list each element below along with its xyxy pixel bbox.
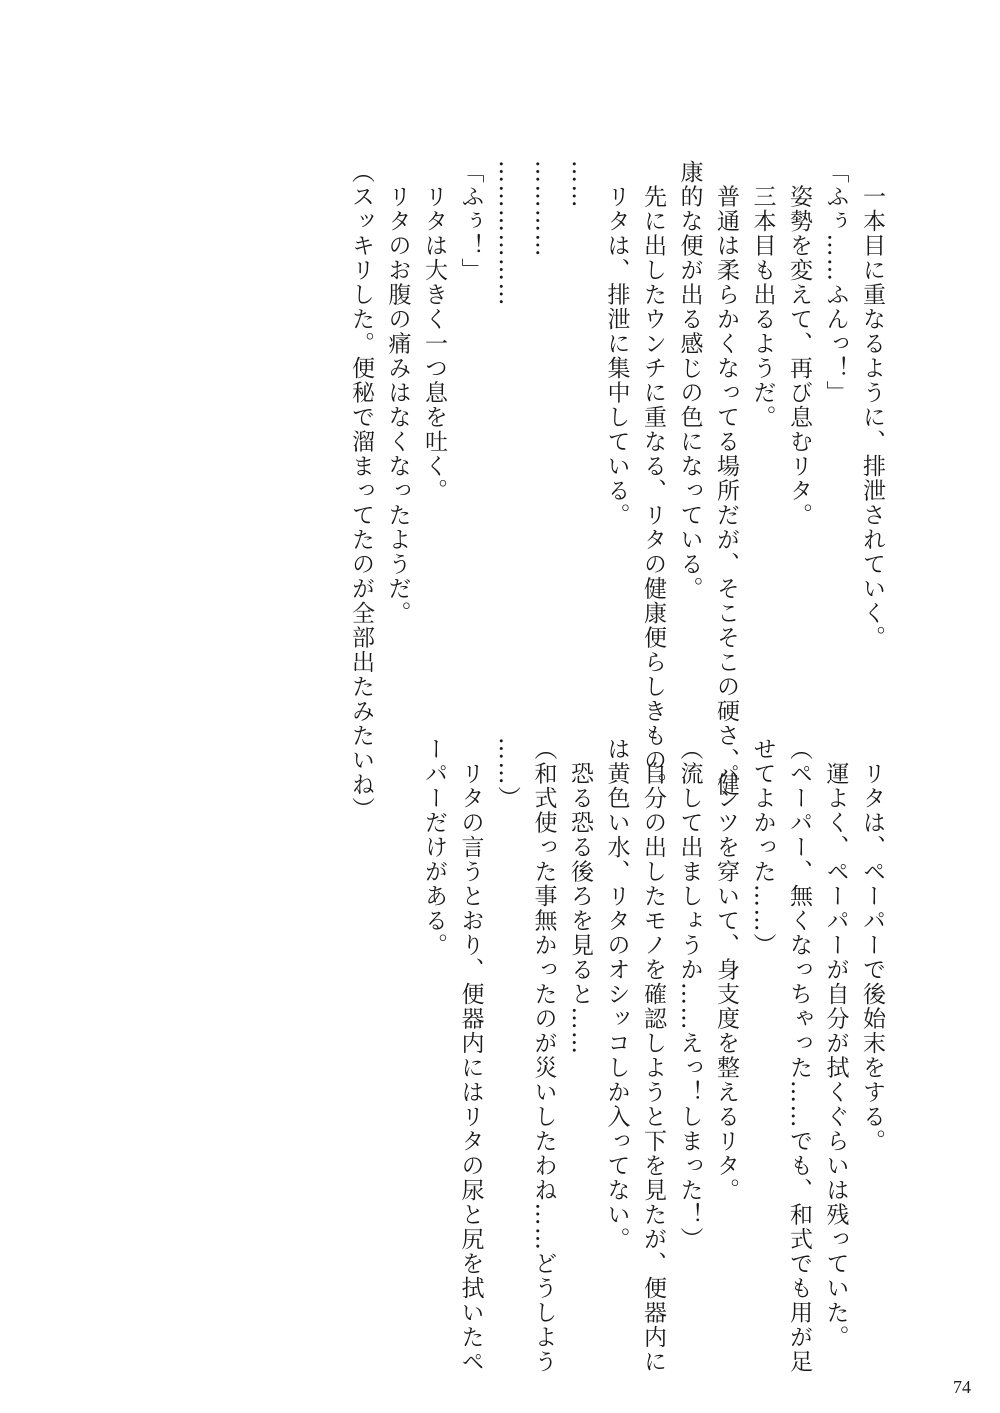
text-line: 普通は柔らかくなってる場所だが、そこそこの硬さ、健 <box>713 160 739 797</box>
text-line: ……………… <box>494 160 520 307</box>
page-number: 74 <box>953 1377 971 1397</box>
text-line: リタの言うとおり、便器内にはリタの尿と尻を拭いたペ <box>457 737 484 1374</box>
text-line: パンツを穿いて、身支度を整えるリタ。 <box>713 737 739 1203</box>
text-line: 恐る恐る後ろを見ると…… <box>567 737 593 1056</box>
text-line: は黄色い水、リタのオシッコしか入ってない。 <box>603 737 630 1252</box>
text-line: ーパーだけがある。 <box>421 737 447 958</box>
text-line: せてよかった……） <box>749 737 776 958</box>
text-line: ……） <box>494 737 520 811</box>
text-line: 「ふぅ……ふんっ！」 <box>822 160 849 405</box>
text-line: （スッキリした。便秘で溜まってたのが全部出たみたいね） <box>348 160 374 822</box>
text-line: 姿勢を変えて、再び息むリタ。 <box>786 160 812 528</box>
text-line: …… <box>567 160 593 209</box>
text-line: （流して出ましょうか……えっ！しまった！） <box>676 737 703 1252</box>
text-line: 自分の出したモノを確認しようと下を見たが、便器内に <box>640 737 666 1374</box>
text-line: リタは、ペーパーで後始末をする。 <box>859 737 885 1154</box>
text-line: （和式使った事無かったのが災いしたわね……どうしよう <box>530 737 557 1374</box>
text-column-bottom <box>120 737 890 1374</box>
text-line: 康的な便が出る感じの色になっている。 <box>676 160 703 601</box>
text-column-top <box>120 160 890 822</box>
text-line: 一本目に重なるように、排泄されていく。 <box>859 160 885 650</box>
text-line: ………… <box>530 160 557 258</box>
text-line: リタは大きく一つ息を吐く。 <box>421 160 447 503</box>
text-line: リタのお腹の痛みはなくなったようだ。 <box>384 160 411 626</box>
text-line: 先に出したウンチに重なる、リタの健康便らしきもの。 <box>640 160 666 797</box>
text-line: リタは、排泄に集中している。 <box>603 160 630 528</box>
text-line: 運よく、ペーパーが自分が拭くぐらいは残っていた。 <box>822 737 849 1350</box>
text-line: 三本目も出るようだ。 <box>749 160 776 430</box>
text-line: （ペーパー、無くなっちゃった……でも、和式でも用が足 <box>786 737 812 1374</box>
text-line: 「ふぅ！」 <box>457 160 484 283</box>
